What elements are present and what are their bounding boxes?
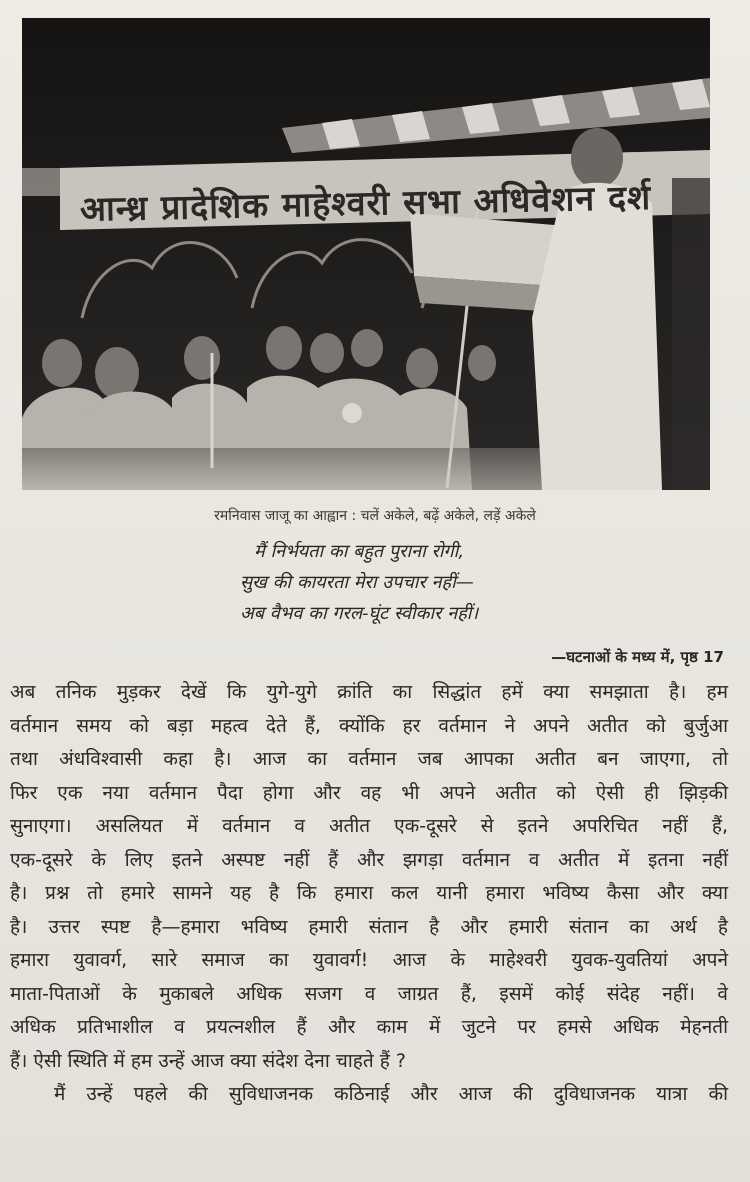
body-text: [10, 676, 728, 1112]
poem-quote: [240, 536, 680, 629]
text-line: माता-पिताओं के मुकाबले अधिक सजग व जाग्रत हैं, इसमें कोई संदेह नहीं। वे: [10, 982, 728, 1005]
poem-line: मैं निर्भयता का बहुत पुराना रोगी,: [254, 541, 465, 562]
text-line: फिर एक नया वर्तमान पैदा होगा और वह भी अपने अतीत को ऐसी ही झिड़की: [10, 781, 728, 804]
event-photo-illustration: [22, 18, 710, 490]
photo-banner-text: आन्ध्र प्रादेशिक माहेश्वरी सभा अधिवेशन दर्श: [79, 177, 652, 230]
photo-caption: रमनिवास जाजू का आह्वान : चलें अकेले, बढ़ें अकेले, लड़ें अकेले: [214, 508, 536, 524]
text-line: वर्तमान समय को बड़ा महत्व देते हैं, क्योंकि हर वर्तमान ने अपने अतीत को बुर्जुआ: [10, 714, 728, 737]
poem-line: अब वैभव का गरल-घूंट स्वीकार नहीं।: [240, 603, 479, 624]
text-line: है। प्रश्न तो हमारे सामने यह है कि हमारा कल यानी हमारा भविष्य कैसा और क्या: [10, 882, 728, 904]
quote-attribution: —घटनाओं के मध्य में, पृष्ठ 17: [551, 648, 724, 666]
text-line: हमारा युवावर्ग, सारे समाज का युवावर्ग! आज के माहेश्वरी युवक-युवतियां अपने: [10, 949, 728, 971]
text-line: अब तनिक मुड़कर देखें कि युगे-युगे क्रांति का सिद्धांत हमें क्या समझाता है। हम: [10, 681, 728, 703]
text-line: हैं। ऐसी स्थिति में हम उन्हें आज क्या संदेश देना चाहते हैं ?: [10, 1049, 406, 1072]
text-line: है। उत्तर स्पष्ट है—हमारा भविष्य हमारी संतान है और हमारी संतान का अर्थ है: [10, 915, 728, 938]
text-line: मैं उन्हें पहले की सुविधाजनक कठिनाई और आज की दुविधाजनक यात्रा की: [54, 1083, 728, 1105]
poem-line: सुख की कायरता मेरा उपचार नहीं—: [240, 572, 474, 593]
text-line: तथा अंधविश्वासी कहा है। आज का वर्तमान जब आपका अतीत बन जाएगा, तो: [10, 748, 728, 770]
text-line: सुनाएगा। असलियत में वर्तमान व अतीत एक-दूसरे से इतने अपरिचित नहीं हैं,: [10, 815, 728, 837]
text-line: अधिक प्रतिभाशील व प्रयत्नशील हैं और काम में जुटने पर हमसे अधिक मेहनती: [10, 1016, 728, 1038]
text-line: एक-दूसरे के लिए इतने अस्पष्ट नहीं हैं और झगड़ा वर्तमान व अतीत में इतना नहीं: [10, 848, 728, 871]
event-photo: [22, 18, 710, 490]
